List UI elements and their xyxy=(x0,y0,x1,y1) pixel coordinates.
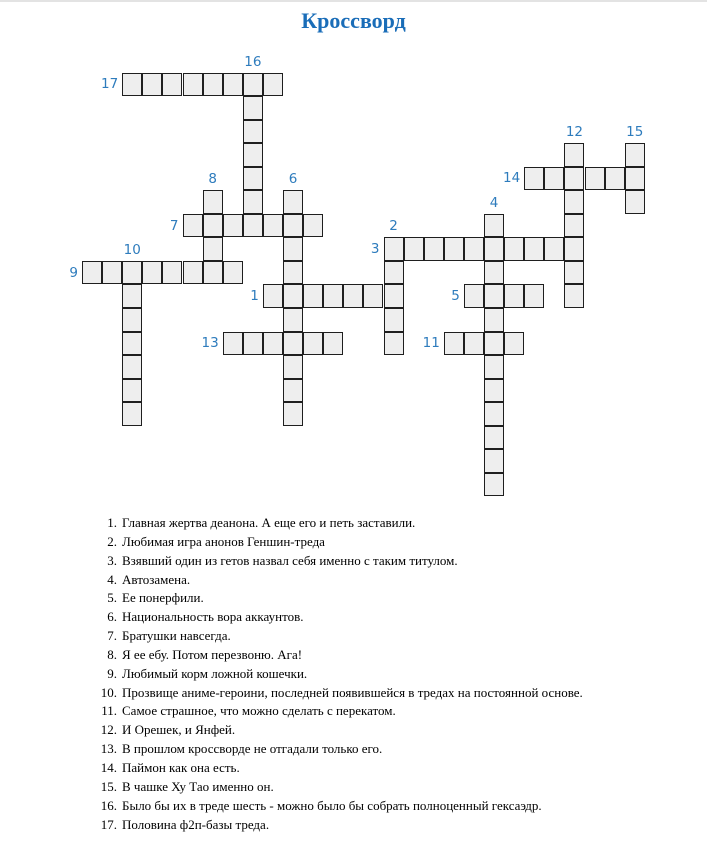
clue-item xyxy=(0,778,707,797)
word-number-label: 14 xyxy=(503,170,521,187)
grid-cell xyxy=(243,73,263,97)
grid-cell xyxy=(564,237,584,261)
grid-cell xyxy=(564,190,584,214)
grid-cell xyxy=(223,332,243,356)
grid-cell xyxy=(243,332,263,356)
grid-cell xyxy=(323,332,343,356)
grid-cell xyxy=(444,332,464,356)
grid-cell xyxy=(384,284,404,308)
grid-cell xyxy=(203,214,223,238)
grid-cell xyxy=(102,261,122,285)
grid-cell xyxy=(243,214,263,238)
word-number-label: 10 xyxy=(123,241,141,258)
grid-cell xyxy=(82,261,102,285)
grid-cell xyxy=(263,332,283,356)
grid-cell xyxy=(424,237,444,261)
clue-text: Паймон как она есть. xyxy=(122,759,240,775)
grid-cell xyxy=(564,167,584,191)
grid-cell xyxy=(183,214,203,238)
grid-cell xyxy=(183,73,203,97)
grid-cell xyxy=(363,284,383,308)
grid-cell xyxy=(504,237,524,261)
clue-number: 15. xyxy=(100,778,117,794)
clue-number: 5. xyxy=(107,590,117,606)
clue-text: Было бы их в треде шесть - можно было бы собрать полноценный гексаэдр. xyxy=(122,797,542,813)
clue-item xyxy=(0,552,707,571)
grid-cell xyxy=(283,379,303,403)
grid-cell xyxy=(122,379,142,403)
grid-cell xyxy=(605,167,625,191)
grid-cell xyxy=(384,237,404,261)
grid-cell xyxy=(223,214,243,238)
grid-cell xyxy=(404,237,424,261)
grid-cell xyxy=(203,261,223,285)
grid-cell xyxy=(122,332,142,356)
clue-number: 7. xyxy=(107,628,117,644)
clue-item xyxy=(0,608,707,627)
grid-cell xyxy=(183,261,203,285)
grid-cell xyxy=(484,402,504,426)
grid-cell xyxy=(564,284,584,308)
word-number-label: 13 xyxy=(201,335,219,352)
grid-cell xyxy=(162,73,182,97)
grid-cell xyxy=(464,284,484,308)
grid-cell xyxy=(122,73,142,97)
word-number-label: 4 xyxy=(489,194,499,211)
grid-cell xyxy=(484,214,504,238)
grid-cell xyxy=(243,96,263,120)
word-number-label: 12 xyxy=(565,124,584,141)
grid-cell xyxy=(484,449,504,473)
grid-cell xyxy=(484,237,504,261)
grid-cell xyxy=(384,308,404,332)
clue-number: 14. xyxy=(100,759,117,775)
grid-cell xyxy=(504,284,524,308)
grid-cell xyxy=(283,308,303,332)
grid-cell xyxy=(142,261,162,285)
word-number-label: 15 xyxy=(626,124,644,141)
word-number-label: 3 xyxy=(370,241,380,258)
grid-cell xyxy=(625,143,645,167)
clue-number: 4. xyxy=(107,571,117,587)
grid-cell xyxy=(223,73,243,97)
clue-number: 9. xyxy=(107,665,117,681)
grid-cell xyxy=(524,237,544,261)
grid-cell xyxy=(323,284,343,308)
grid-cell xyxy=(484,308,504,332)
clue-item xyxy=(0,665,707,684)
clue-number: 1. xyxy=(107,515,117,530)
grid-cell xyxy=(384,261,404,285)
grid-cell xyxy=(122,261,142,285)
page-title: Кроссворд xyxy=(301,8,406,33)
grid-cell xyxy=(203,73,223,97)
clue-text: Национальность вора аккаунтов. xyxy=(122,609,304,625)
grid-cell xyxy=(122,308,142,332)
grid-cell xyxy=(122,284,142,308)
grid-cell xyxy=(544,167,564,191)
grid-cell xyxy=(484,284,504,308)
clue-text: Половина ф2п-базы треда. xyxy=(122,816,270,832)
grid-cell xyxy=(263,214,283,238)
grid-cell xyxy=(504,332,524,356)
grid-cell xyxy=(223,261,243,285)
grid-cell xyxy=(464,237,484,261)
clue-item xyxy=(0,702,707,721)
grid-cell xyxy=(263,284,283,308)
clue-item xyxy=(0,721,707,740)
clue-text: Самое страшное, что можно сделать с перекатом. xyxy=(122,703,396,719)
clue-item xyxy=(0,740,707,759)
grid-cell xyxy=(243,190,263,214)
grid-cell xyxy=(243,143,263,167)
grid-cell xyxy=(464,332,484,356)
grid-cell xyxy=(524,284,544,308)
grid-cell xyxy=(283,190,303,214)
clue-item xyxy=(0,816,707,835)
word-number-label: 8 xyxy=(208,171,217,188)
grid-cell xyxy=(384,332,404,356)
grid-cell xyxy=(484,426,504,450)
grid-cell xyxy=(243,120,263,144)
grid-cell xyxy=(283,284,303,308)
grid-cell xyxy=(263,73,283,97)
clue-item xyxy=(0,646,707,665)
clue-number: 2. xyxy=(107,533,117,549)
clue-text: И Орешек, и Янфей. xyxy=(122,722,236,738)
grid-cell xyxy=(564,143,584,167)
grid-cell xyxy=(625,190,645,214)
clue-number: 10. xyxy=(100,684,117,700)
clue-text: Братушки навсегда. xyxy=(122,628,231,644)
clue-item xyxy=(0,797,707,816)
clue-number: 12. xyxy=(100,722,117,738)
grid-cell xyxy=(625,167,645,191)
clue-number: 6. xyxy=(107,609,117,625)
clue-number: 16. xyxy=(100,797,117,813)
grid-cell xyxy=(283,332,303,356)
word-number-label: 1 xyxy=(250,288,259,305)
clue-text: Главная жертва деанона. А еще его и петь заставили. xyxy=(122,515,416,530)
grid-cell xyxy=(564,261,584,285)
clue-text: Прозвище аниме-героини, последней появившейся в тредах на постоянной основе. xyxy=(122,684,583,700)
grid-cell xyxy=(544,237,564,261)
grid-cell xyxy=(484,355,504,379)
grid-cell xyxy=(484,332,504,356)
clue-item xyxy=(0,514,707,533)
grid-cell xyxy=(203,237,223,261)
grid-cell xyxy=(142,73,162,97)
clue-number: 11. xyxy=(101,703,117,719)
clue-item xyxy=(0,684,707,703)
clue-number: 13. xyxy=(100,741,117,757)
clue-item xyxy=(0,627,707,646)
clue-text: Ее понерфили. xyxy=(122,590,204,606)
word-number-label: 11 xyxy=(422,335,440,352)
clue-number: 3. xyxy=(107,552,117,568)
word-number-label: 16 xyxy=(244,53,262,70)
clue-item xyxy=(0,759,707,778)
grid-cell xyxy=(343,284,363,308)
clue-text: В чашке Ху Тао именно он. xyxy=(122,778,274,794)
grid-cell xyxy=(243,167,263,191)
grid-cell xyxy=(122,355,142,379)
clue-text: Любимый корм ложной кошечки. xyxy=(122,665,308,681)
clue-text: Я ее ебу. Потом перезвоню. Ага! xyxy=(122,646,303,662)
clue-text: В прошлом кроссворде не отгадали только его. xyxy=(122,741,383,757)
clue-item xyxy=(0,571,707,590)
grid-cell xyxy=(484,473,504,497)
clue-item xyxy=(0,589,707,608)
word-number-label: 7 xyxy=(169,217,179,234)
grid-cell xyxy=(564,214,584,238)
grid-cell xyxy=(283,261,303,285)
grid-cell xyxy=(303,332,323,356)
grid-cell xyxy=(303,214,323,238)
clue-text: Автозамена. xyxy=(122,571,191,587)
grid-cell xyxy=(283,214,303,238)
clue-list xyxy=(0,514,707,834)
grid-cell xyxy=(444,237,464,261)
word-number-label: 5 xyxy=(451,288,460,305)
grid-cell xyxy=(585,167,605,191)
grid-cell xyxy=(283,237,303,261)
clue-item xyxy=(0,533,707,552)
grid-cell xyxy=(524,167,544,191)
grid-cell xyxy=(203,190,223,214)
word-number-label: 6 xyxy=(288,171,298,188)
grid-cell xyxy=(484,379,504,403)
grid-cell xyxy=(283,355,303,379)
clue-number: 8. xyxy=(107,646,117,662)
grid-cell xyxy=(484,261,504,285)
word-number-label: 2 xyxy=(389,218,398,235)
word-number-label: 17 xyxy=(101,76,119,93)
grid-cell xyxy=(303,284,323,308)
grid-cell xyxy=(122,402,142,426)
clue-text: Взявший один из гетов назвал себя именно с таким титулом. xyxy=(122,552,458,568)
clue-text: Любимая игра анонов Геншин-треда xyxy=(122,533,325,549)
clue-number: 17. xyxy=(100,816,117,832)
grid-cell xyxy=(162,261,182,285)
grid-cell xyxy=(283,402,303,426)
word-number-label: 9 xyxy=(69,264,78,281)
